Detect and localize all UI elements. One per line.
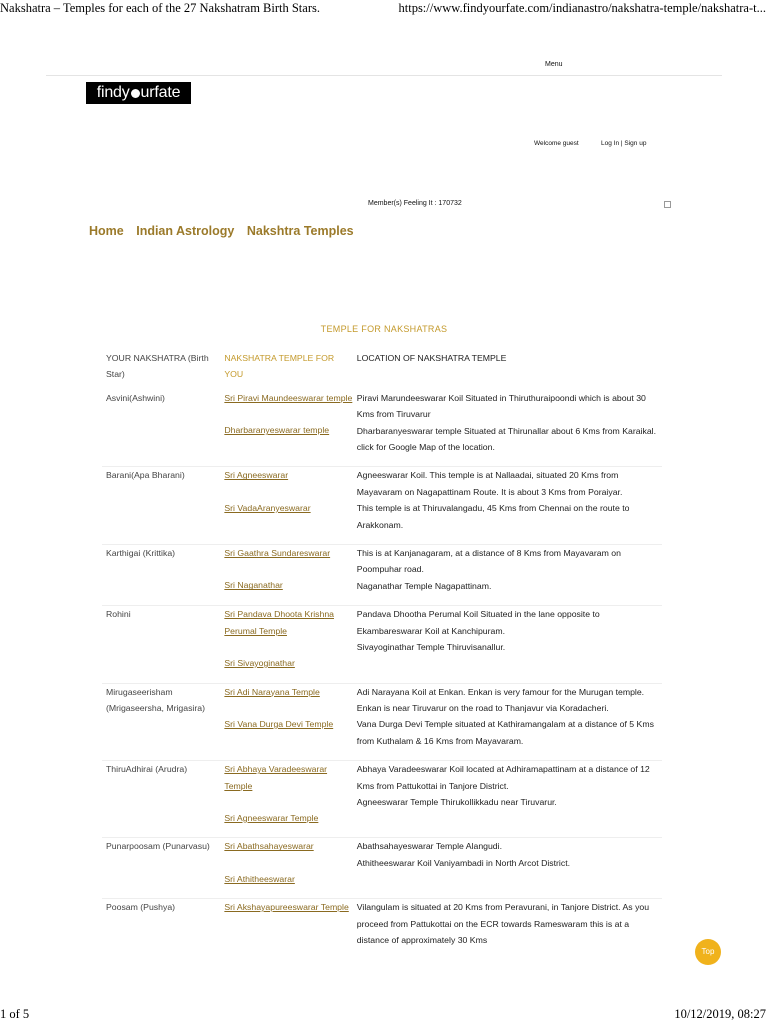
print-page-url: https://www.findyourfate.com/indianastro/nakshatra-temple/nakshatra-t... [398,1,766,15]
table-row [102,761,662,838]
temple-links [224,838,356,899]
print-footer [0,1006,768,1024]
temple-links [224,467,356,545]
breadcrumb-home[interactable]: Home [89,224,124,238]
temple-location: Abathsahayeswarar Temple Alangudi. Athitheeswarar Koil Vaniyambadi in North Arcot District. [356,841,571,868]
table-row [102,545,662,606]
nakshatra-name: Barani(Apa Bharani) [106,470,185,481]
menu-button[interactable]: Menu [545,61,563,68]
top-divider [46,75,722,76]
temple-location: Agneeswarar Koil. This temple is at Nallaadai, situated 20 Kms from Mayavaram on Nagapattinam Route. It is about 3 Kms from Poraiyar. This temple is at Thiruvalangadu, 45 Kms from Chennai on the route to Arakkonam. [356,470,630,530]
section-title: TEMPLE FOR NAKSHATRAS [320,324,448,334]
logo-text-left: findy [96,84,130,101]
scroll-to-top-button[interactable]: Top [695,939,721,965]
temple-links [224,761,356,838]
site-logo[interactable] [86,82,191,104]
table-row [102,467,662,545]
table-row [102,683,662,761]
temple-link[interactable]: Sri Naganathar [224,580,283,591]
temple-link[interactable]: Sri Piravi Maundeeswarar temple [224,392,353,403]
table-row [102,390,662,467]
temple-link[interactable]: Sri Gaathra Sundareswarar [224,548,331,559]
print-page-title: Nakshatra – Temples for each of the 27 Nakshatram Birth Stars. [0,1,320,15]
temple-links [224,390,356,467]
header-temple: NAKSHATRA TEMPLE FOR YOU [224,353,335,380]
temple-link[interactable]: Sri Agneeswarar Temple [224,812,319,823]
temple-links [224,683,356,761]
checkbox-icon[interactable] [664,201,671,208]
temple-link[interactable]: Sri Abathsahayeswarar [224,841,314,852]
auth-links [601,140,646,147]
breadcrumb-nakshtra-temples[interactable]: Nakshtra Temples [246,224,354,238]
temple-link[interactable]: Sri Vana Durga Devi Temple [224,718,334,729]
nakshatra-name: Asvini(Ashwini) [106,392,165,403]
nakshatra-name: ThiruAdhirai (Arudra) [106,764,188,775]
temple-link[interactable]: Dharbaranyeswarar temple [224,425,330,436]
temple-link[interactable]: Sri Abhaya Varadeeswarar Temple [224,764,328,791]
logo-dot-icon [131,89,140,98]
nakshatra-temple-table [102,350,662,959]
table-row [102,899,662,960]
print-header [0,0,768,18]
temple-location: Pandava Dhootha Perumal Koil Situated in the lane opposite to Ekambareswarar Koil at Kanchipuram. Sivayoginathar Temple Thiruvisanallur. [356,609,600,653]
temple-location: Adi Narayana Koil at Enkan. Enkan is very famour for the Murugan temple. Enkan is near Tiruvarur on the road to Thanjavur via Koradacheri. Vana Durga Devi Temple situated at Kathiramangalam at a distance of 5 Kms from Kuthalam & 16 Kms from Mayavaram. [356,686,654,746]
temple-link[interactable]: Sri Pandava Dhoota Krishna Perumal Temple [224,609,334,636]
table-header-row [102,350,662,390]
temple-link[interactable]: Sri Akshayapureeswarar Temple [224,902,349,913]
page-number: 1 of 5 [0,1007,30,1021]
nakshatra-name: Poosam (Pushya) [106,902,176,913]
temple-link[interactable]: Sri VadaAranyeswarar [224,502,311,513]
welcome-text: Welcome guest [534,140,579,147]
nakshatra-name: Mirugaseerisham (Mrigaseersha, Mrigasira) [106,686,205,713]
login-link[interactable]: Log In [601,140,620,147]
temple-link[interactable]: Sri Athitheeswarar [224,873,295,884]
logo-text-right: urfate [140,84,181,101]
temple-link[interactable]: Sri Agneeswarar [224,470,289,481]
table-row [102,606,662,683]
auth-separator: | [620,140,623,147]
members-count: Member(s) Feeling It : 170732 [368,200,462,207]
temple-links [224,606,356,683]
temple-link[interactable]: Sri Sivayoginathar [224,658,295,669]
nakshatra-name: Rohini [106,609,131,620]
nakshatra-name: Karthigai (Krittika) [106,548,176,559]
temple-link[interactable]: Sri Adi Narayana Temple [224,686,320,697]
print-datetime: 10/12/2019, 08:27 [674,1007,766,1021]
temple-location: Vilangulam is situated at 20 Kms from Peravurani, in Tanjore District. As you proceed from Pattukottai on the ECR towards Rameswaram this is at a distance of approximately 30 Kms [356,902,650,945]
temple-links [224,545,356,606]
temple-location: Piravi Marundeeswarar Koil Situated in Thiruthuraipoondi which is about 30 Kms from Tiruvarur Dharbaranyeswarar temple Situated at Thirunallar about 6 Kms from Karaikal. click for Google Map of the location. [356,392,656,453]
signup-link[interactable]: Sign up [624,140,647,147]
breadcrumb-indian-astrology[interactable]: Indian Astrology [136,224,235,238]
header-nakshatra: YOUR NAKSHATRA (Birth Star) [106,353,209,380]
temple-location: This is at Kanjanagaram, at a distance of 8 Kms from Mayavaram on Poompuhar road. Naganathar Temple Nagapattinam. [356,548,621,591]
table-row [102,838,662,899]
nakshatra-name: Punarpoosam (Punarvasu) [106,841,210,852]
temple-links [224,899,356,960]
temple-location: Abhaya Varadeeswarar Koil located at Adhiramapattinam at a distance of 12 Kms from Pattukottai in Tanjore District. Agneeswarar Temple Thirukollikkadu near Tiruvarur. [356,764,650,807]
breadcrumb [89,224,363,238]
header-location: LOCATION OF NAKSHATRA TEMPLE [356,353,507,363]
